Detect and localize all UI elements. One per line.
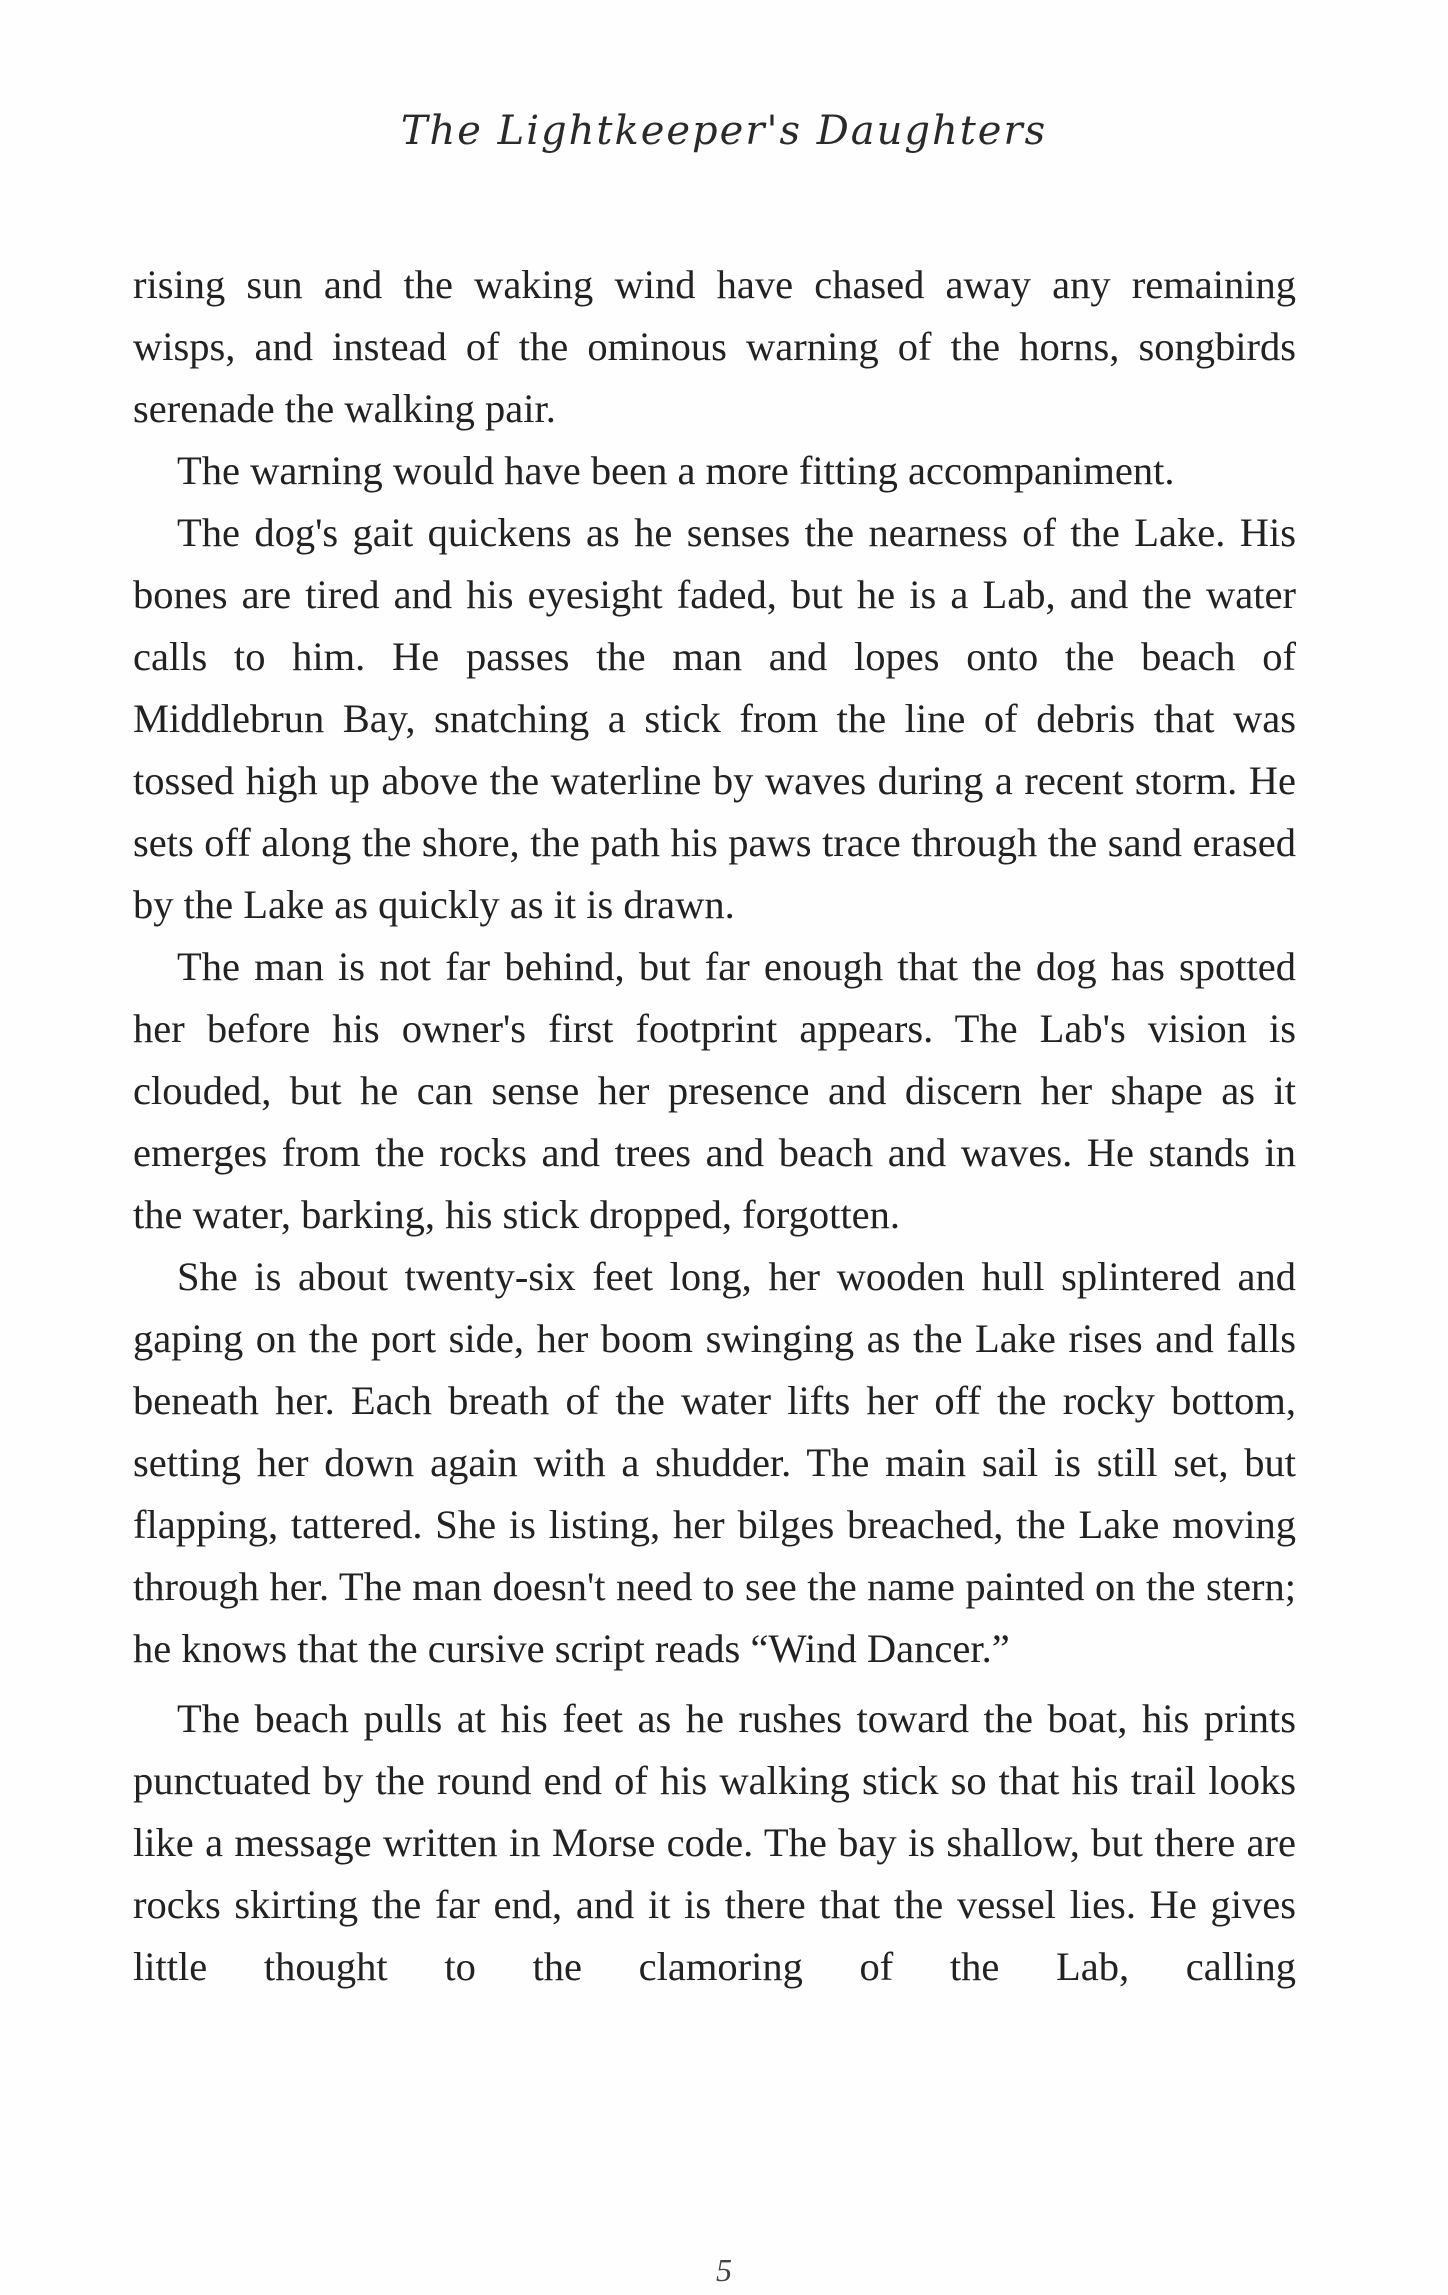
paragraph-2: The warning would have been a more fitting accompaniment. bbox=[177, 448, 1175, 493]
paragraph-1: rising sun and the waking wind have chased away any remaining wisps, and instead of the ominous warning of the horns, songbirds serenade the walking pair. bbox=[133, 262, 1296, 431]
paragraph-4: The man is not far behind, but far enough that the dog has spotted her before his owner's first footprint appears. The Lab's vision is clouded, but he can sense her presence and discern her shape as it emerges from the rocks and trees and beach and waves. He stands in the water, barking, his stick dropped, forgotten. bbox=[133, 944, 1296, 1237]
running-head-title: The Lightkeeper's Daughters bbox=[400, 108, 1048, 154]
paragraph-3: The dog's gait quickens as he senses the nearness of the Lake. His bones are tired and his eyesight faded, but he is a Lab, and the water calls to him. He passes the man and lopes onto the beach of Middlebrun Bay, snatching a stick from the line of debris that was tossed high up above the waterline by waves during a recent storm. He sets off along the shore, the path his paws trace through the sand erased by the Lake as quickly as it is drawn. bbox=[133, 510, 1296, 927]
body-text bbox=[133, 254, 1296, 1998]
paragraph-6: The beach pulls at his feet as he rushes toward the boat, his prints punctuated by the round end of his walking stick so that his trail looks like a message written in Morse code. The bay is shallow, but there are rocks skirting the far end, and it is there that the vessel lies. He gives little thought to the clamoring of the Lab, calling bbox=[133, 1696, 1296, 1989]
page-number: 5 bbox=[716, 2252, 732, 2288]
paragraph-5: She is about twenty-six feet long, her wooden hull splintered and gaping on the port side, her boom swinging as the Lake rises and falls beneath her. Each breath of the water lifts her off the rocky bottom, setting her down again with a shudder. The main sail is still set, but flapping, tattered. She is listing, her bilges breached, the Lake moving through her. The man doesn't need to see the name painted on the stern; he knows that the cursive script reads “Wind Dancer.” bbox=[133, 1254, 1296, 1671]
